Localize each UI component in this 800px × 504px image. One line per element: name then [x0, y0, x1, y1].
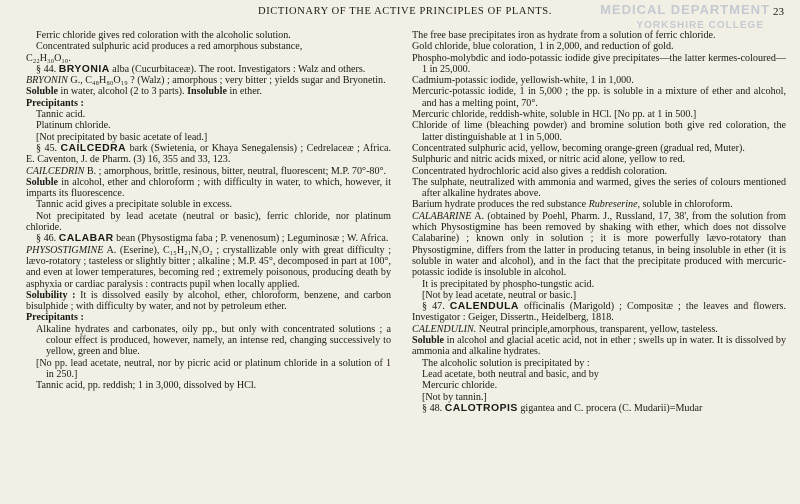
paragraph: Concentrated sulphuric acid produces a red amorphous substance, [36, 41, 303, 53]
principle-text: A. (Eserine), C₁₅H₂₁N₃O₂ ; crystallizable only with great difficulty ; lævo-rotatory ; tasteless or slightly bitter ; alkaline ; M.P. 45°, decomposed in part at 100°, and even at lower temperatures, becoming red ; extremely poisonous, producing death by asphyxia or cardiac paralysis : contracts pupil when locally applied. [26, 244, 392, 290]
list-item-text: soluble in chloroform. [642, 199, 733, 211]
list-item: Chloride of lime (bleaching powder) and bromine solution both give red coloration, the latter distinguishable at 1 in 5,000. [412, 120, 786, 143]
section-text: officinalis (Marigold) ; Compositæ ; the leaves and flowers. Investigator : Geiger, Dissertn., Heidelberg, 1818. [412, 301, 786, 324]
list-item: Mercuric chloride. [422, 380, 498, 392]
section-45 [26, 143, 391, 166]
section-number: § 45. [36, 142, 58, 154]
section-47 [412, 301, 786, 324]
solubility-label: Solubility : [26, 289, 76, 301]
list-item: [Not by tannin.] [422, 391, 487, 403]
section-text: bean (Physostigma faba ; P. venenosum) ; Leguminosæ ; W. Africa. [116, 233, 389, 245]
list-item [412, 199, 786, 210]
principle-text: A. (obtained by Poehl, Pharm. J., Russland, 17, 38', from the solution from which Physostigmine has been removed by shaking with ether, which does not dissolve Calabarine) ; known only in solution ; it is more powerfully lævo-rotatory than Physostigmine, differs from the latter in producing tetanus, in being insoluble in ether (it is soluble in water and alcohol), and in the fact that the precipitate produced with mercuric-potassic iodide is insoluble in alcohol. [412, 210, 786, 279]
paragraph: [Not by lead acetate, neutral or basic.] [422, 289, 577, 301]
solubility-label: Soluble [412, 335, 444, 347]
section-number: § 48. [422, 402, 443, 414]
list-item: Mercuric chloride, reddish-white, soluble in HCl. [No pp. at 1 in 500.] [412, 109, 697, 121]
paragraph: Not precipitated by lead acetate (neutral or basic), ferric chloride, nor platinum chloride. [26, 210, 391, 234]
list-item: Gold chloride, blue coloration, 1 in 2,000, and reduction of gold. [412, 41, 674, 53]
formula: C₂₂H₃₀O₁₀. [26, 52, 71, 64]
section-heading: CALOTROPIS [444, 402, 518, 414]
entry-calabarine [412, 211, 786, 279]
paragraph: Tannic acid gives a precipitate soluble in excess. [36, 199, 233, 211]
right-column [412, 30, 786, 414]
list-item: Concentrated sulphuric acid, yellow, becoming orange-green (gradual red, Muter). [412, 142, 745, 154]
principle-name: BRYONIN [26, 75, 68, 87]
list-item: Cadmium-potassic iodide, yellowish-white, 1 in 1,000. [412, 75, 634, 87]
library-stamp-line-1: MEDICAL DEPARTMENT [600, 2, 770, 17]
list-item: Mercuric-potassic iodide, 1 in 5,000 ; the pp. is soluble in a mixture of ether and alcohol, and has a melting point, 70°. [412, 86, 786, 109]
solubility-text: in water, alcohol (2 to 3 parts). [60, 86, 185, 98]
paragraph: Ferric chloride gives red coloration with the alcoholic solution. [36, 30, 291, 41]
principle-name: PHYSOSTIGMINE [26, 244, 104, 256]
list-item: Tannic acid, pp. reddish; 1 in 3,000, dissolved by HCl. [36, 380, 257, 392]
list-item: Platinum chloride. [36, 120, 111, 132]
solubility-label: Soluble [26, 86, 58, 98]
list-item: Alkaline hydrates and carbonates, oily pp., but only with concentrated solutions ; a colour effect is produced, however, namely, an intense red, changing successively to yellow, green and blue. [36, 323, 391, 358]
principle-text: B. ; amorphous, brittle, resinous, bitter, neutral, fluorescent; M.P. 70°-80°. [86, 165, 387, 177]
solubility [26, 177, 391, 200]
precipitants-label: Precipitants : [26, 312, 84, 324]
section-text: gigantea and C. procera (C. Mudarii)=Mudar [520, 402, 703, 414]
solubility-text: in alcohol, ether and chloroform ; with difficulty in water, to which, however, it imparts its fluorescence. [26, 176, 391, 200]
list-item: The sulphate, neutralized with ammonia and warmed, gives the series of colours mentioned after alkaline hydrates above. [412, 176, 786, 200]
solubility-label: Soluble [26, 176, 58, 188]
paragraph: It is precipitated by phospho-tungstic acid. [422, 278, 595, 290]
section-46 [26, 233, 391, 244]
section-44 [26, 64, 391, 75]
solubility-text: It is dissolved easily by alcohol, ether, chloroform, benzene, and carbon bisulphide ; with difficulty by water, and not by petroleum ether. [26, 289, 392, 313]
substance-name: Rubreserine, [588, 199, 641, 211]
list-item: Sulphuric and nitric acids mixed, or nitric acid alone, yellow to red. [412, 154, 686, 166]
section-text: alba (Cucurbitaceæ). The root. Investigators : Walz and others. [112, 63, 366, 75]
list-item: Concentrated hydrochloric acid also gives a reddish coloration. [412, 165, 668, 177]
library-stamp-line-2: YORKSHIRE COLLEGE [636, 20, 764, 31]
section-heading: CAILCEDRA [60, 142, 127, 154]
principle-text: G., C₄₈H₈₀O₁₉ ? (Walz) ; amorphous ; very bitter ; yields sugar and Bryonetin. [70, 75, 386, 87]
list-item: [Not precipitated by basic acetate of lead.] [36, 131, 208, 143]
precipitants-label: Precipitants : [26, 97, 84, 109]
principle-name: CALENDULIN. [412, 323, 477, 335]
paragraph: The alcoholic solution is precipitated by : [422, 357, 590, 369]
section-number: § 44. [36, 63, 57, 75]
entry-bryonin [26, 75, 391, 86]
list-item: Tannic acid. [36, 109, 86, 121]
page-number: 23 [773, 6, 784, 18]
list-item: The free base precipitates iron as hydrate from a solution of ferric chloride. [412, 30, 716, 41]
principle-name: CALABARINE [412, 210, 472, 222]
section-number: § 46. [36, 233, 57, 245]
left-column [26, 30, 391, 392]
section-48 [412, 403, 786, 414]
running-title: DICTIONARY OF THE ACTIVE PRINCIPLES OF PLANTS. [258, 6, 552, 17]
insolubility-label: Insoluble [187, 86, 227, 98]
list-item-text: Barium hydrate produces the red substance [412, 199, 587, 211]
section-text: bark (Swietenia, or Khaya Senegalensis) ; Cedrelaceæ ; Africa. E. Caventon, J. de Pharm. (3) 16, 355 and 33, 123. [26, 142, 392, 166]
entry-calendulin [412, 324, 786, 335]
list-item: Phospho-molybdic and iodo-potassic iodide give precipitates—the latter kermes-coloured—1 in 25,000. [412, 52, 786, 75]
section-number: § 47. [422, 301, 445, 313]
entry-cailcedrin [26, 166, 391, 177]
entry-physostigmine [26, 245, 391, 290]
insolubility-text: in ether. [229, 86, 262, 98]
section-heading: CALABAR [58, 233, 114, 245]
section-heading: CALENDULA [449, 301, 519, 313]
list-item: Lead acetate, both neutral and basic, and by [422, 368, 599, 380]
principle-name: CAILCEDRIN [26, 165, 85, 177]
principle-text: Neutral principle,amorphous, transparent, yellow, tasteless. [478, 323, 718, 335]
solubility [26, 290, 391, 313]
list-item: [No pp. lead acetate, neutral, nor by picric acid or platinum chloride in a solution of 1 in 250.] [36, 357, 391, 380]
solubility-text: in alcohol and glacial acetic acid, not in ether ; swells up in water. It is dissolved by ammonia and alkaline hydrates. [412, 335, 786, 358]
solubility [26, 86, 391, 97]
section-heading: BRYONIA [58, 63, 110, 75]
solubility [412, 335, 786, 358]
